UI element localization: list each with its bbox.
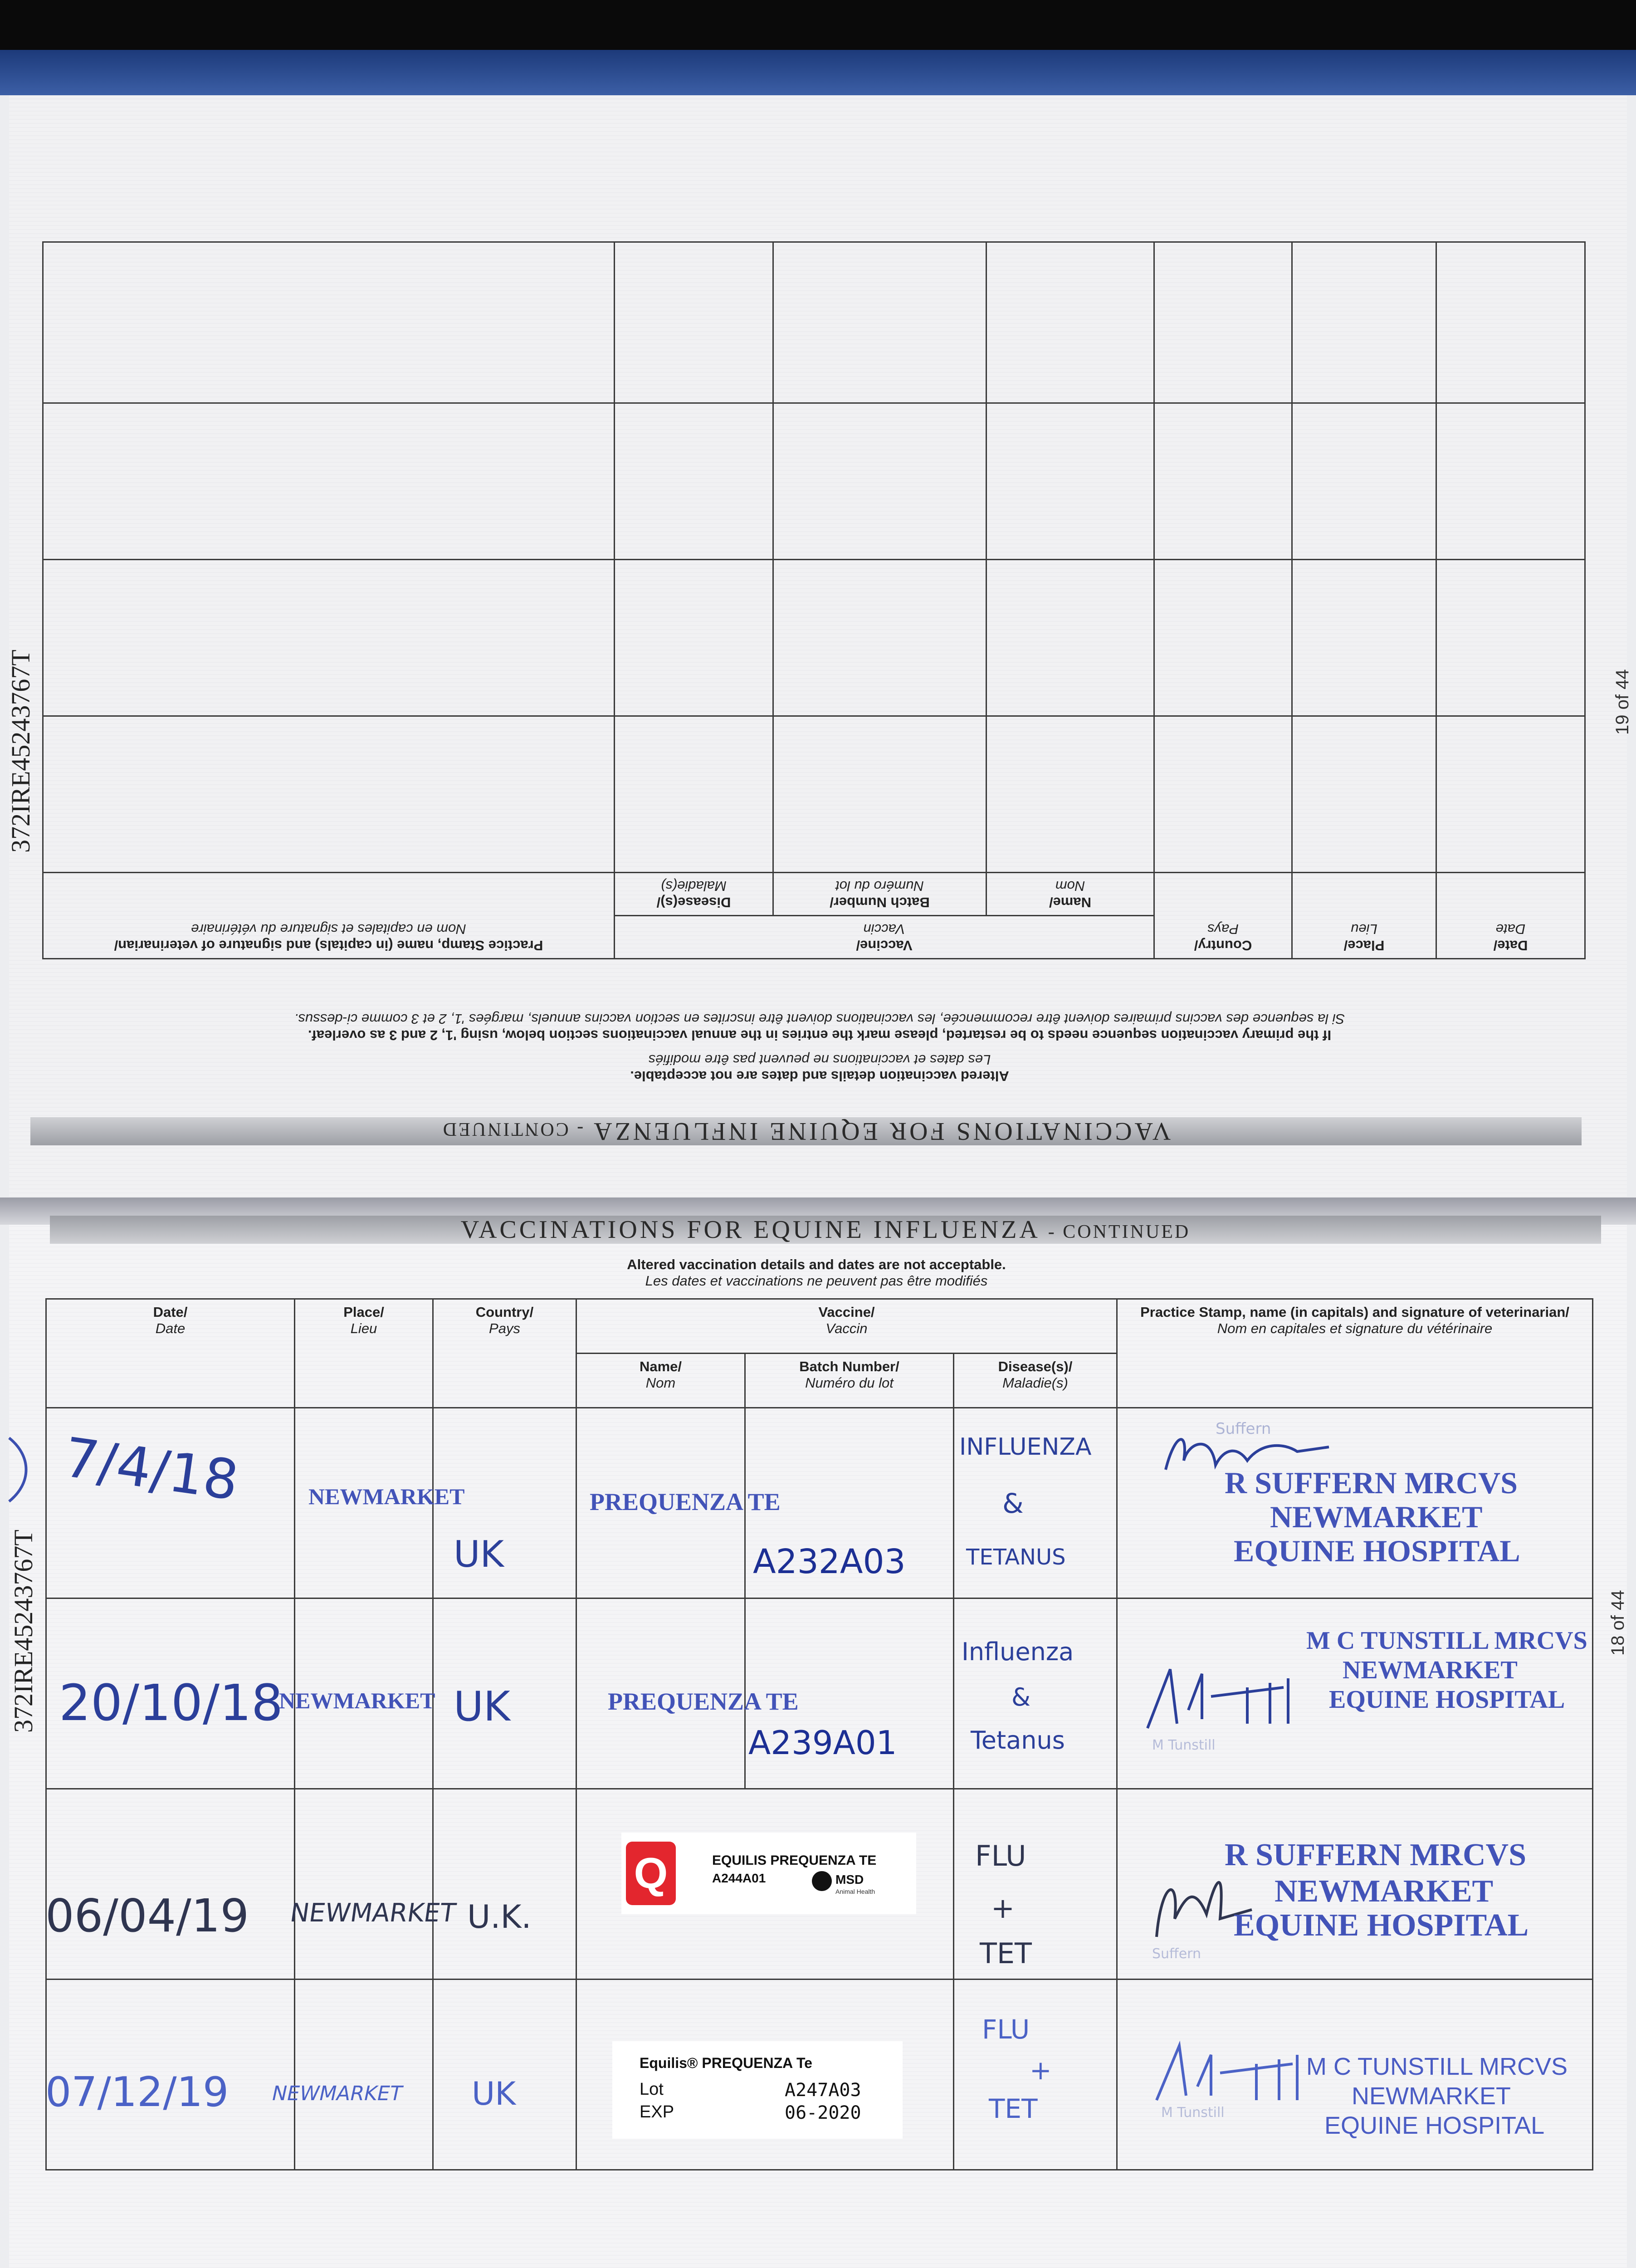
- upper-passport-id: 372IRE45243767T: [6, 650, 35, 853]
- row1-batch: A232A03: [753, 1542, 906, 1581]
- empty-cell[interactable]: [1292, 560, 1436, 716]
- row2-disease-3: Tetanus: [971, 1726, 1065, 1755]
- row2-stamp-line3: EQUINE HOSPITAL: [1329, 1686, 1565, 1714]
- empty-cell[interactable]: [43, 560, 614, 716]
- empty-cell[interactable]: [773, 716, 986, 873]
- upper-col-country: Country/ Pays: [1154, 873, 1292, 959]
- lower-passport-id: 372IRE45243767T: [9, 1530, 38, 1733]
- row2-batch: A239A01: [748, 1724, 897, 1762]
- upper-restart-fr: Si la sequence des vaccins primaires doivent être recommencée, les vaccinations doivent être inscrites en section vaccins annuels, margées '1, 2 et 3 comme ci-dessus.: [294, 1011, 1345, 1027]
- row4-label-lot: A247A03: [785, 2080, 861, 2101]
- row3-place-cell[interactable]: [295, 1789, 433, 1980]
- empty-cell[interactable]: [1436, 560, 1585, 716]
- empty-cell[interactable]: [43, 716, 614, 873]
- upper-col-date: Date/ Date: [1436, 873, 1585, 959]
- row4-country: UK: [472, 2075, 516, 2112]
- empty-cell[interactable]: [773, 560, 986, 716]
- col-disease: Disease(s)/ Maladie(s): [954, 1354, 1117, 1408]
- empty-cell[interactable]: [986, 560, 1154, 716]
- row3-disease-cell[interactable]: [954, 1789, 1117, 1980]
- row1-country: UK: [454, 1533, 504, 1575]
- row4-disease-2: +: [1030, 2055, 1052, 2086]
- row3-country-cell[interactable]: [433, 1789, 576, 1980]
- row2-signature: [1134, 1656, 1306, 1737]
- row2-disease-1: Influenza: [962, 1637, 1074, 1666]
- row3-stamp-line1: R SUFFERN MRCVS: [1225, 1838, 1526, 1872]
- empty-cell[interactable]: [1436, 242, 1585, 403]
- empty-cell[interactable]: [1292, 403, 1436, 560]
- row1-stamp-line3: EQUINE HOSPITAL: [1234, 1534, 1520, 1568]
- row3-signature-text: Suffern: [1152, 1946, 1201, 1962]
- empty-cell[interactable]: [773, 242, 986, 403]
- row3-vaccine-label: [621, 1833, 916, 1914]
- row2-signature-text: M Tunstill: [1152, 1737, 1216, 1753]
- upper-col-disease: Disease(s)/ Maladie(s): [614, 873, 773, 916]
- upper-col-practice: Practice Stamp, name (in capitals) and signature of veterinarian/ Nom en capitales et signature du vétérinaire: [43, 873, 614, 959]
- row3-disease-1: FLU: [975, 1839, 1026, 1872]
- row1-date: 7/4/18: [60, 1426, 243, 1513]
- upper-col-place: Place/ Lieu: [1292, 873, 1436, 959]
- upper-vaccination-table: [42, 241, 1586, 959]
- row2-stamp-line2: NEWMARKET: [1343, 1656, 1518, 1684]
- upper-notice-en: Altered vaccination details and dates are not acceptable.: [630, 1068, 1009, 1084]
- upper-restart-en: If the primary vaccination sequence needs to be restarted, please mark the entries in the annual vaccinations section below, using '1, 2 and 3 as overleaf.: [308, 1027, 1332, 1043]
- row3-msd-logo-icon: [812, 1871, 832, 1891]
- row2-stamp-line1: M C TUNSTILL MRCVS: [1306, 1627, 1587, 1655]
- row4-label-exp-key: EXP: [640, 2102, 674, 2121]
- upper-title-text: VACCINATIONS FOR EQUINE INFLUENZA: [592, 1117, 1171, 1145]
- row3-stamp-line2: NEWMARKET: [1275, 1874, 1494, 1909]
- row1-disease-2: &: [1002, 1488, 1024, 1520]
- upper-section-title: [30, 1117, 1582, 1145]
- row4-label-lot-key: Lot: [640, 2080, 664, 2099]
- empty-cell[interactable]: [614, 716, 773, 873]
- row4-disease-3: TET: [989, 2093, 1038, 2124]
- empty-cell[interactable]: [1436, 716, 1585, 873]
- row4-stamp-line2: NEWMARKET: [1352, 2082, 1511, 2110]
- upper-title-suffix: - CONTINUED: [441, 1119, 584, 1139]
- lower-page-number: 18 of 44: [1608, 1590, 1628, 1656]
- row2-date: 20/10/18: [59, 1674, 283, 1732]
- row4-vaccine-label: [612, 2041, 903, 2139]
- col-name: Name/ Nom: [576, 1354, 745, 1408]
- empty-cell[interactable]: [43, 403, 614, 560]
- empty-cell[interactable]: [1154, 716, 1292, 873]
- empty-cell[interactable]: [1154, 403, 1292, 560]
- row4-signature-text: M Tunstill: [1161, 2105, 1225, 2121]
- upper-col-name: Name/ Nom: [986, 873, 1154, 916]
- empty-cell[interactable]: [1436, 403, 1585, 560]
- empty-cell[interactable]: [614, 560, 773, 716]
- row4-date: 07/12/19: [45, 2068, 229, 2116]
- row2-disease-cell[interactable]: [954, 1598, 1117, 1789]
- row3-date: 06/04/19: [45, 1889, 249, 1942]
- lower-notice-en: Altered vaccination details and dates are not acceptable.: [627, 1256, 1006, 1272]
- row1-place: NEWMARKET: [308, 1484, 465, 1509]
- row3-label-batch: A244A01: [712, 1871, 766, 1885]
- lower-title-suffix: - CONTINUED: [1048, 1222, 1191, 1242]
- row3-label-brand: MSD: [835, 1872, 864, 1887]
- row4-place-cell[interactable]: [295, 1980, 433, 2170]
- lower-section-title: [50, 1216, 1601, 1244]
- row3-label-brand-sub: Animal Health: [835, 1888, 875, 1895]
- row4-country-cell[interactable]: [433, 1980, 576, 2170]
- col-date: Date/ Date: [46, 1299, 295, 1408]
- row1-stamp-line2: NEWMARKET: [1270, 1500, 1483, 1534]
- row1-name: PREQUENZA TE: [590, 1488, 781, 1515]
- row1-disease-3: TETANUS: [966, 1545, 1066, 1570]
- row3-disease-2: +: [991, 1892, 1015, 1925]
- row4-label-exp: 06-2020: [785, 2102, 861, 2123]
- lower-title-text: VACCINATIONS FOR EQUINE INFLUENZA: [460, 1216, 1039, 1244]
- lower-notice-fr: Les dates et vaccinations ne peuvent pas être modifiés: [645, 1273, 988, 1289]
- row2-disease-2: &: [1011, 1683, 1031, 1711]
- row4-place: NEWMARKET: [269, 2082, 405, 2105]
- empty-cell[interactable]: [773, 403, 986, 560]
- empty-cell[interactable]: [986, 242, 1154, 403]
- row1-stamp-line1: R SUFFERN MRCVS: [1225, 1466, 1518, 1500]
- row3-stamp-line3: EQUINE HOSPITAL: [1234, 1908, 1529, 1943]
- row1-disease-1: INFLUENZA: [959, 1433, 1092, 1461]
- row3-disease-3: TET: [980, 1937, 1032, 1970]
- row1-signature-text: Suffern: [1216, 1420, 1271, 1438]
- row2-name: PREQUENZA TE: [608, 1688, 799, 1715]
- empty-cell[interactable]: [614, 242, 773, 403]
- col-practice: Practice Stamp, name (in capitals) and signature of veterinarian/ Nom en capitales et signature du vétérinaire: [1117, 1299, 1593, 1408]
- upper-page-number: 19 of 44: [1612, 669, 1632, 735]
- row3-date-cell[interactable]: [46, 1789, 295, 1980]
- row4-stamp-line3: EQUINE HOSPITAL: [1324, 2112, 1545, 2139]
- upper-col-batch: Batch Number/ Numéro du lot: [773, 873, 986, 916]
- binding-hole-mark: [0, 1433, 36, 1506]
- row3-q-logo: Q: [626, 1842, 676, 1905]
- col-place: Place/ Lieu: [295, 1299, 433, 1408]
- empty-cell[interactable]: [1292, 716, 1436, 873]
- upper-notice: [457, 1051, 1182, 1084]
- row3-country: U.K.: [467, 1898, 532, 1936]
- empty-cell[interactable]: [614, 403, 773, 560]
- col-batch: Batch Number/ Numéro du lot: [745, 1354, 954, 1408]
- row4-signature-stroke: [1157, 2046, 1297, 2100]
- row3-place: NEWMARKET: [288, 1898, 458, 1928]
- row2-country: UK: [454, 1683, 510, 1730]
- row3-label-name: EQUILIS PREQUENZA TE: [712, 1853, 877, 1868]
- empty-cell[interactable]: [986, 716, 1154, 873]
- lower-notice: [454, 1256, 1179, 1289]
- binding-hole-arc: [9, 1438, 26, 1501]
- col-vaccine: Vaccine/ Vaccin: [576, 1299, 1117, 1354]
- empty-cell[interactable]: [1154, 242, 1292, 403]
- empty-cell[interactable]: [1292, 242, 1436, 403]
- upper-col-vaccine: Vaccine/ Vaccin: [614, 916, 1154, 959]
- empty-cell[interactable]: [986, 403, 1154, 560]
- col-country: Country/ Pays: [433, 1299, 576, 1408]
- upper-restart-note: [58, 1011, 1582, 1043]
- empty-cell[interactable]: [43, 242, 614, 403]
- row2-signature-stroke: [1148, 1669, 1288, 1728]
- row4-stamp-line1: M C TUNSTILL MRCVS: [1306, 2053, 1568, 2080]
- row2-place: NEWMARKET: [279, 1688, 435, 1713]
- row4-signature: [1143, 2037, 1315, 2105]
- upper-notice-fr: Les dates et vaccinations ne peuvent pas être modifiés: [648, 1052, 991, 1068]
- row4-disease-1: FLU: [982, 2014, 1030, 2045]
- empty-cell[interactable]: [1154, 560, 1292, 716]
- row4-label-name: Equilis® PREQUENZA Te: [640, 2055, 812, 2071]
